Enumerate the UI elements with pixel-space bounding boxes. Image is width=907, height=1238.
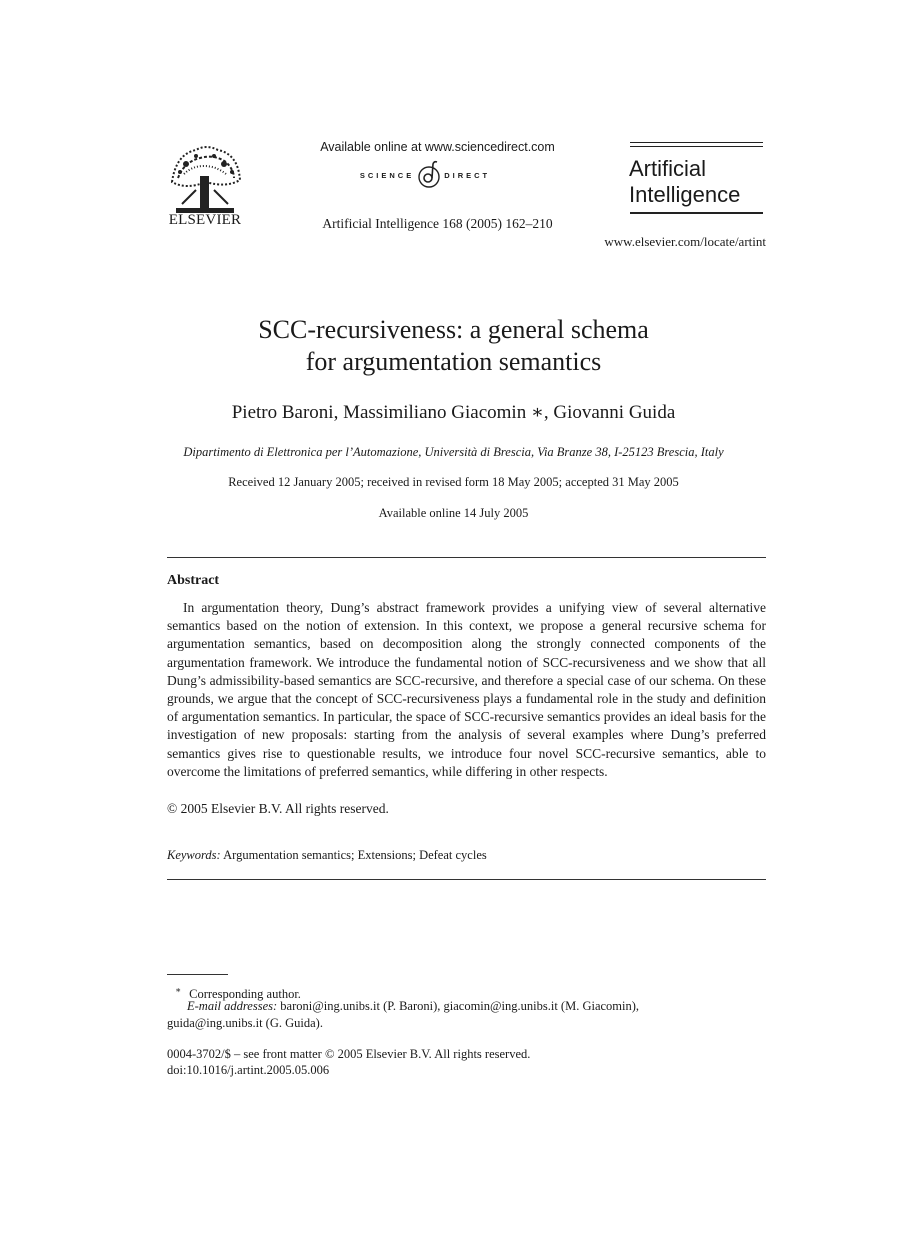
footnote-rule bbox=[167, 974, 228, 975]
elsevier-wordmark: ELSEVIER bbox=[168, 212, 242, 228]
journal-logo-rule bbox=[630, 212, 763, 214]
journal-citation: Artificial Intelligence 168 (2005) 162–210 bbox=[322, 216, 553, 231]
sciencedirect-left-word: SCIENCE bbox=[359, 170, 415, 180]
sciencedirect-right-word: DIRECT bbox=[444, 170, 491, 180]
email-label: E-mail addresses: bbox=[187, 999, 278, 1013]
affiliation: Dipartimento di Elettronica per l’Automazione, Università di Brescia, Via Branze 38, I-25123 Brescia, Italy bbox=[183, 445, 724, 459]
paper-title bbox=[140, 314, 767, 378]
keywords-line bbox=[167, 847, 487, 864]
paper-title-line1: SCC-recursiveness: a general schema bbox=[258, 315, 649, 344]
paper-title-line2: for argumentation semantics bbox=[305, 347, 602, 376]
abstract-body: In argumentation theory, Dung’s abstract framework provides a unifying view of several alternative semantics based on the notion of extension. In this context, we propose a general recursive schema for argumentation semantics, based on decomposition along the strongly connected components of the argumentation framework. We introduce the fundamental notion of SCC-recursiveness and we show that all Dung’s admissibility-based semantics are SCC-recursive, and therefore a special case of our schema. On these grounds, we argue that the concept of SCC-recursiveness plays a fundamental role in the study and definition of argumentation semantics. In particular, the space of SCC-recursive semantics provides an ideal basis for the investigation of new proposals: starting from the analysis of several examples where Dung’s preferred semantics gives rise to questionable results, we introduce four novel SCC-recursive semantics, able to overcome the limitations of preferred semantics, while differing in other respects. bbox=[167, 600, 766, 779]
footnote-corresponding-text: Corresponding author. bbox=[189, 987, 301, 1002]
issn-line: 0004-3702/$ – see front matter © 2005 Elsevier B.V. All rights reserved. bbox=[167, 1047, 531, 1061]
journal-name-line2: Intelligence bbox=[629, 182, 741, 207]
journal-logo-rule bbox=[630, 142, 763, 143]
doi-link[interactable]: doi:10.1016/j.artint.2005.05.006 bbox=[167, 1063, 330, 1077]
author-list: Pietro Baroni, Massimiliano Giacomin ∗, Giovanni Guida bbox=[231, 402, 676, 423]
received-dates: Received 12 January 2005; received in revised form 18 May 2005; accepted 31 May 2005 bbox=[228, 475, 679, 489]
elsevier-tree-logo-icon bbox=[166, 142, 244, 214]
keywords-label: Keywords: bbox=[167, 848, 221, 862]
sciencedirect-logo bbox=[330, 160, 520, 190]
available-online-date: Available online 14 July 2005 bbox=[378, 506, 529, 520]
sciencedirect-d-icon bbox=[416, 160, 442, 190]
footnote-email-addresses bbox=[167, 998, 727, 1032]
footnote-marker: ∗ bbox=[175, 985, 182, 995]
abstract-bottom-rule bbox=[167, 879, 766, 880]
copyright-notice: © 2005 Elsevier B.V. All rights reserved. bbox=[167, 801, 389, 816]
available-online-text: Available online at www.sciencedirect.com bbox=[320, 140, 555, 154]
journal-url-link[interactable]: www.elsevier.com/locate/artint bbox=[604, 234, 766, 249]
journal-name-line1: Artificial bbox=[629, 156, 707, 181]
keywords-values: Argumentation semantics; Extensions; Defeat cycles bbox=[223, 848, 487, 862]
abstract-top-rule bbox=[167, 557, 766, 558]
email-list: baroni@ing.unibs.it (P. Baroni), giacomin@ing.unibs.it (M. Giacomin), guida@ing.unibs.it (G. Guida). bbox=[167, 999, 640, 1030]
abstract-heading: Abstract bbox=[167, 573, 220, 588]
journal-logo-rule bbox=[630, 146, 763, 147]
journal-name-logo bbox=[629, 156, 769, 208]
